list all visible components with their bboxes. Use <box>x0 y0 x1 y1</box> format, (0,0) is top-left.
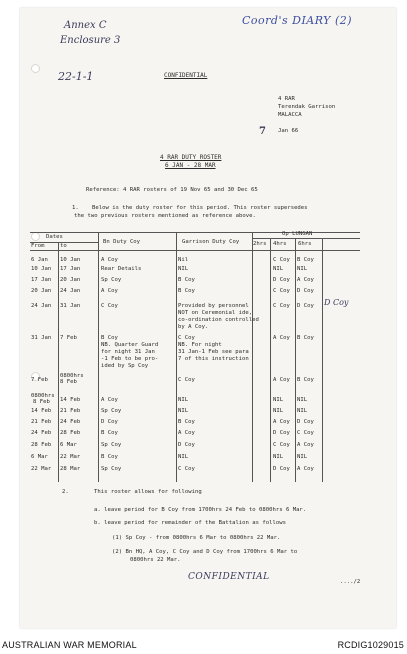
garrison-name: Terendak Garrison <box>278 104 336 110</box>
row-garrison-duty: NIL <box>178 397 189 403</box>
row-bn-duty: Sp Coy <box>101 277 122 283</box>
row-bn-duty: B Coy <box>101 335 118 341</box>
row-bn-duty: Sp Coy <box>101 442 122 448</box>
reference-line: Reference: 4 RAR rosters of 19 Nov 65 and 30 Dec 65 <box>86 187 258 193</box>
row-bn-duty: NB. Quarter Guard <box>101 342 159 348</box>
row-garrison-duty: D Coy <box>178 442 195 448</box>
handwritten-d-coy: D Coy <box>324 298 349 307</box>
punch-hole-top <box>31 64 40 73</box>
row-op-4hrs: A Coy <box>273 335 290 341</box>
handwritten-ref-date: 22-1-1 <box>58 70 94 83</box>
para1-line2: the two previous rosters mentioned as reference above. <box>74 213 256 219</box>
row-op-4hrs: C Coy <box>273 442 290 448</box>
row-op-6hrs: NIL <box>297 397 308 403</box>
row-from-date: 31 Jan <box>31 335 52 341</box>
row-op-4hrs: A Coy <box>273 419 290 425</box>
row-to-date: 24 Jan <box>60 288 81 294</box>
header-op-lungan: Op LUNGAN <box>282 231 313 237</box>
handwritten-date-digit: 7 <box>259 126 266 137</box>
header-6hrs: 6hrs <box>298 241 312 247</box>
row-from-date: 21 Feb <box>31 419 52 425</box>
row-garrison-duty: B Coy <box>178 277 195 283</box>
row-garrison-duty: A Coy <box>178 430 195 436</box>
row-op-4hrs: NIL <box>273 454 284 460</box>
row-garrison-duty: NOT on Ceremonial ide, <box>178 310 253 316</box>
row-to-date: 22 Mar <box>60 454 81 460</box>
row-garrison-duty: NIL <box>178 454 189 460</box>
row-bn-duty: Sp Coy <box>101 466 122 472</box>
row-op-4hrs: NIL <box>273 408 284 414</box>
row-to-date: 24 Feb <box>60 419 81 425</box>
para2-intro: This roster allows for following <box>94 489 202 495</box>
handwritten-annex: Annex C <box>64 20 107 31</box>
header-to: to <box>60 243 67 249</box>
row-op-4hrs: C Coy <box>273 288 290 294</box>
row-to-date: 28 Feb <box>60 430 81 436</box>
row-to-date: 7 Feb <box>60 335 77 341</box>
row-op-4hrs: D Coy <box>273 430 290 436</box>
row-from-date: 7 Feb <box>31 377 48 383</box>
row-op-6hrs: C Coy <box>297 430 314 436</box>
roster-title: 4 RAR DUTY ROSTER <box>160 154 222 161</box>
header-4hrs: 4hrs <box>273 241 287 247</box>
row-garrison-duty: C Coy <box>178 335 195 341</box>
row-op-4hrs: A Coy <box>273 377 290 383</box>
row-op-6hrs: D Coy <box>297 288 314 294</box>
row-from-date: 14 Feb <box>31 408 52 414</box>
para1-line1: Below is the duty roster for this period. This roster supersedes <box>92 205 308 211</box>
row-garrison-duty: 7 of this instruction <box>178 356 249 362</box>
row-garrison-duty: co-ordination controlled <box>178 317 259 323</box>
para2-item-a: a. leave period for B Coy from 1700hrs 24 Feb to 0800hrs 6 Mar. <box>94 507 307 513</box>
row-to-date: 31 Jan <box>60 303 81 309</box>
row-bn-duty: Rear Details <box>101 266 142 272</box>
row-op-4hrs: C Coy <box>273 303 290 309</box>
row-op-4hrs: D Coy <box>273 277 290 283</box>
row-bn-duty: A Coy <box>101 397 118 403</box>
row-garrison-duty: B Coy <box>178 288 195 294</box>
header-2hrs: 2hrs <box>253 241 267 247</box>
row-op-6hrs: B Coy <box>297 257 314 263</box>
page-continuation: ..../2 <box>340 579 361 585</box>
row-from-date: 0800hrs <box>31 393 55 399</box>
row-to-date: 17 Jan <box>60 266 81 272</box>
row-bn-duty: -1 Feb to be pro- <box>101 356 159 362</box>
row-bn-duty: A Coy <box>101 288 118 294</box>
row-op-6hrs: NIL <box>297 454 308 460</box>
row-op-6hrs: NIL <box>297 408 308 414</box>
row-garrison-duty: 31 Jan-1 Feb see para <box>178 349 249 355</box>
row-op-6hrs: A Coy <box>297 442 314 448</box>
row-to-date: 14 Feb <box>60 397 81 403</box>
row-garrison-duty: NB. For night <box>178 342 222 348</box>
row-garrison-duty: C Coy <box>178 377 195 383</box>
row-garrison-duty: C Coy <box>178 466 195 472</box>
header-dates: Dates <box>46 234 63 240</box>
row-garrison-duty: B Coy <box>178 419 195 425</box>
row-op-6hrs: NIL <box>297 266 308 272</box>
row-from-date-cont: 8 Feb <box>33 399 50 405</box>
row-from-date: 22 Mar <box>31 466 52 472</box>
header-garrison-duty-coy: Garrison Duty Coy <box>182 239 240 245</box>
handwritten-confidential: CONFIDENTIAL <box>188 572 270 582</box>
para2-item-b1: (1) Sp Coy - from 0800hrs 6 Mar to 0800hrs 22 Mar. <box>112 535 281 541</box>
row-to-date: 10 Jan <box>60 257 81 263</box>
row-bn-duty: B Coy <box>101 454 118 460</box>
row-op-6hrs: B Coy <box>297 377 314 383</box>
row-bn-duty: ided by Sp Coy <box>101 363 149 369</box>
row-to-date: 28 Mar <box>60 466 81 472</box>
row-bn-duty: Sp Coy <box>101 408 122 414</box>
row-to-date: 21 Feb <box>60 408 81 414</box>
row-from-date: 28 Feb <box>31 442 52 448</box>
row-to-date-cont: 8 Feb <box>60 379 77 385</box>
row-garrison-duty: Nil <box>178 257 189 263</box>
row-garrison-duty: NIL <box>178 408 189 414</box>
row-to-date: 20 Jan <box>60 277 81 283</box>
row-op-6hrs: D Coy <box>297 419 314 425</box>
row-from-date: 10 Jan <box>31 266 52 272</box>
handwritten-enclosure: Enclosure 3 <box>60 35 121 46</box>
roster-period: 6 JAN - 28 MAR <box>165 162 216 169</box>
para1-number: 1. <box>72 205 79 211</box>
row-from-date: 6 Mar <box>31 454 48 460</box>
para2-number: 2. <box>62 489 69 495</box>
para2-item-b2: (2) Bn HQ, A Coy, C Coy and D Coy from 1700hrs 6 Mar to <box>112 549 298 555</box>
row-op-4hrs: NIL <box>273 266 284 272</box>
header-bn-duty-coy: Bn Duty Coy <box>103 239 141 245</box>
para2-item-b2-cont: 0800hrs 22 Mar. <box>130 557 181 563</box>
row-to-date: 0800hrs <box>60 373 84 379</box>
row-bn-duty: B Coy <box>101 430 118 436</box>
row-from-date: 24 Jan <box>31 303 52 309</box>
row-op-4hrs: C Coy <box>273 257 290 263</box>
row-from-date: 24 Feb <box>31 430 52 436</box>
row-op-4hrs: D Coy <box>273 466 290 472</box>
row-op-6hrs: D Coy <box>297 303 314 309</box>
confidential-heading: CONFIDENTIAL <box>164 72 208 79</box>
archive-footer <box>0 632 407 654</box>
para2-item-b: b. leave period for remainder of the Battalion as follows <box>94 520 286 526</box>
row-from-date: 20 Jan <box>31 288 52 294</box>
row-bn-duty: for night 31 Jan <box>101 349 155 355</box>
document-date: Jan 66 <box>278 128 299 134</box>
row-bn-duty: D Coy <box>101 419 118 425</box>
row-garrison-duty: by A Coy. <box>178 324 209 330</box>
row-op-6hrs: A Coy <box>297 466 314 472</box>
row-op-4hrs: NIL <box>273 397 284 403</box>
row-op-6hrs: A Coy <box>297 277 314 283</box>
header-from: From <box>31 243 45 249</box>
row-garrison-duty: Provided by personnel <box>178 303 249 309</box>
location-name: MALACCA <box>278 112 302 118</box>
row-bn-duty: C Coy <box>101 303 118 309</box>
row-to-date: 6 Mar <box>60 442 77 448</box>
row-garrison-duty: NIL <box>178 266 189 272</box>
archive-name: AUSTRALIAN WAR MEMORIAL <box>2 640 137 650</box>
row-from-date: 6 Jan <box>31 257 48 263</box>
archive-id: RCDIG1029015 <box>337 640 404 650</box>
handwritten-diary-title: Coord's DIARY (2) <box>242 14 353 27</box>
row-op-6hrs: B Coy <box>297 335 314 341</box>
row-bn-duty: A Coy <box>101 257 118 263</box>
unit-name: 4 RAR <box>278 96 295 102</box>
row-from-date: 17 Jan <box>31 277 52 283</box>
